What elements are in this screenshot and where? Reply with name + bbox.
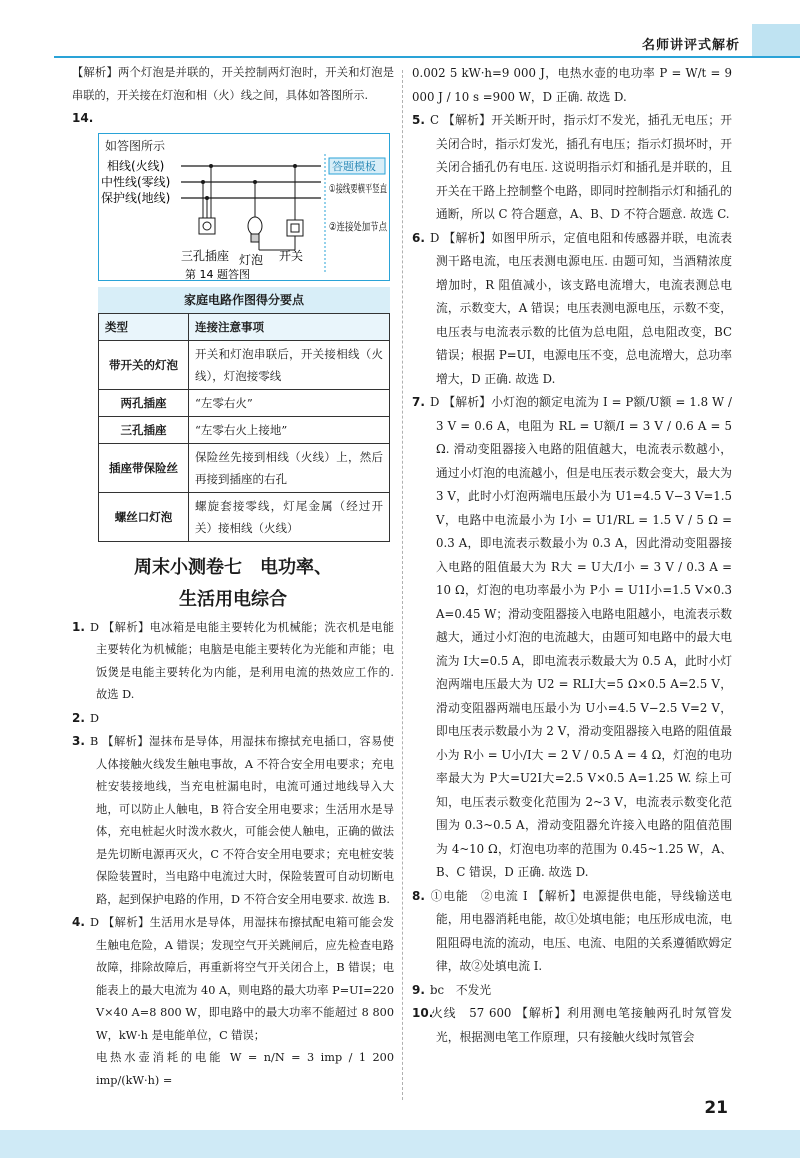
- table-cell-notes: “左零右火”: [189, 389, 390, 416]
- table-cell-type: 带开关的灯泡: [99, 340, 189, 389]
- circuit-diagram: [98, 133, 412, 281]
- header-title: 名师讲评式解析: [641, 38, 740, 53]
- page-number: 21: [704, 1098, 728, 1118]
- label-ground-line: 保护线(地线): [101, 190, 171, 205]
- label-socket: 三孔插座: [181, 248, 230, 263]
- table-row: [99, 492, 390, 541]
- table-cell-type: 三孔插座: [99, 416, 189, 443]
- bulb-icon: [248, 217, 262, 235]
- table-cell-type: 两孔插座: [99, 389, 189, 416]
- answer-6: 6. D 【解析】如图甲所示，定值电阻和传感器并联，电流表测干路电流，电压表测电源电压. 由题可知，当酒精浓度增加时，R 阻值减小，该支路电流增大，电流表测总电流，示数变大，A 错误；电压表测电源电压，示数不变，电压表与电流表示数的比值为总电阻，总电阻改变，BC 错误；根据 P=UI，电源电压不变，总电流增大，总功率增大，D 正确. 故选 D.: [412, 230, 732, 386]
- footer-band: [0, 1130, 800, 1158]
- table-cell-type: 插座带保险丝: [99, 443, 189, 492]
- socket-icon: [199, 218, 215, 234]
- label-bulb: 灯泡: [239, 252, 264, 267]
- table-cell-notes: “左零右火上接地”: [189, 416, 390, 443]
- answer-10: 10.火线 57 600 【解析】利用测电笔接触两孔时氖管发光，根据测电笔工作原理，只有接触火线时氖管会: [412, 1006, 732, 1044]
- header-tab: [752, 24, 800, 58]
- column-divider: [402, 70, 403, 1100]
- table-row: [99, 416, 390, 443]
- right-column: [412, 62, 732, 1049]
- table-row: [99, 389, 390, 416]
- label-switch: 开关: [279, 248, 304, 263]
- table-cell-type: 螺丝口灯泡: [99, 492, 189, 541]
- answer-5: 5. C 【解析】开关断开时，指示灯不发光，插孔无电压；开关闭合时，指示灯发光，插孔有电压；指示灯损坏时，开关闭合插孔仍有电压. 这说明指示灯和插孔是并联的，且开关在干路上控制整个电路，即同时控制指示灯和插孔的通断，所以 C 符合题意，A、B、D 不符合题意. 故选 C.: [412, 113, 732, 221]
- template-title: 答题模板: [332, 159, 376, 173]
- table-cell-notes: 开关和灯泡串联后，开关接相线（火线），灯泡接零线: [189, 340, 390, 389]
- template-item-2: ②连接处加节点: [329, 220, 402, 233]
- figure-caption: 第 14 题答图: [185, 267, 250, 281]
- section-title-line-1: 周末小测卷七 电功率、: [134, 556, 332, 578]
- q13-analysis: 【解析】两个灯泡是并联的，开关控制两灯泡时，开关和灯泡是串联的，开关接在灯泡和相（火）线之间，具体如答图所示.: [72, 66, 394, 102]
- left-column: [72, 62, 412, 1092]
- answer-2: 2. D: [72, 710, 100, 725]
- answer-1: 1. D 【解析】电冰箱是电能主要转化为机械能；洗衣机是电能主要转化为机械能；电脑是电能主要转化为光能和声能；电饭煲是电能主要转化为内能，是利用电流的热效应工作的. 故选 D.: [72, 619, 394, 701]
- header-rule: [54, 56, 800, 58]
- table-header-notes: 连接注意事项: [189, 313, 390, 340]
- table-cell-notes: 螺旋套接零线，灯尾金属（经过开关）接相线（火线）: [189, 492, 390, 541]
- table-row: [99, 340, 390, 389]
- table-row: [99, 443, 390, 492]
- label-fire-line: 相线(火线): [107, 158, 165, 173]
- answer-4-tail: 电热水壶消耗的电能 W = n/N = 3 imp / 1 200 imp/(kW·h) =: [96, 1051, 394, 1087]
- answer-4-continued: 0.002 5 kW·h=9 000 J，电热水壶的电功率 P = W/t = 9 000 J / 10 s =900 W，D 正确. 故选 D.: [412, 66, 732, 104]
- scoring-table: [98, 313, 390, 542]
- q14-number: 14.: [72, 111, 94, 125]
- table-cell-notes: 保险丝先接到相线（火线）上，然后再接到插座的右孔: [189, 443, 390, 492]
- table-header-type: 类型: [99, 313, 189, 340]
- label-zero-line: 中性线(零线): [101, 174, 171, 189]
- answer-8: 8. ①电能 ②电流 I 【解析】电源提供电能，导线输送电能，用电器消耗电能，故①处填电能；电压形成电流，电阻阻碍电流的流动，电压、电流、电阻的关系遵循欧姆定律，故②处填电流 I.: [412, 888, 732, 973]
- answer-9: 9. bc 不发光: [412, 982, 492, 997]
- answer-3: 3. B 【解析】湿抹布是导体，用湿抹布擦拭充电插口，容易使人体接触火线发生触电事故，A 不符合安全用电要求；充电桩安装接地线，当充电桩漏电时，电流可通过地线导入大地，可以防止人触电，B 符合安全用电要求；生活用水是导体，充电桩起火时泼水救火，可能会使人触电，正确的做法是先切断电源再灭火，C 不符合安全用电要求；充电桩安装保险装置时，当电路中电流过大时，保险装置可自动切断电路，起到保护电路的作用，D 不符合安全用电要求. 故选 B.: [72, 734, 394, 906]
- template-item-1: ①接线要横平竖直: [329, 182, 412, 195]
- circuit-diagram-svg: [99, 134, 412, 282]
- answer-4: 4. D 【解析】生活用水是导体，用湿抹布擦拭配电箱可能会发生触电危险，A 错误；发现空气开关跳闸后，应先检查电路故障，排除故障后，再重新将空气开关闭合上，B 错误；电能表上的最大电流为 40 A，则电路的最大功率 P=UI=220 V×40 A=8 800 W，即电路中的最大功率不能超过 8 800 W，kW·h 是电能单位，C 错误；: [72, 915, 394, 1042]
- table-title: 家庭电路作图得分要点: [98, 287, 390, 313]
- diagram-caption-top: 如答图所示: [105, 138, 166, 153]
- section-title-line-2: 生活用电综合: [179, 588, 287, 610]
- answer-7: 7. D 【解析】小灯泡的额定电流为 I = P额/U额 = 1.8 W / 3 V = 0.6 A，电阻为 RL = U额/I = 3 V / 0.6 A = 5 Ω. 滑动变阻器接入电路的阻值越大，电流表示数越小，通过小灯泡的电流越小，但是电压表示数会变大，最大为 3 V，此时小灯泡两端电压最小为 U1=4.5 V−3 V=1.5 V，电路中电流最小为 I小 = U1/RL = 1.5 V / 5 Ω = 0.3 A，即电流表示数最小为 0.3 A，因此滑动变阻器接入电路的阻值最大为 R大 = U大/I小 = 3 V / 0.3 A = 10 Ω，灯泡的电功率最小为 P小 = U1I小=1.5 V×0.3 A=0.45 W；滑动变阻器接入电路电阻越小，电流表示数越大，通过小灯泡的电流越大，由题可知电路中的最大电流为 I大=0.5 A，即电流表示数最大为 0.5 A，此时小灯泡两端电压最大为 U2 = RLI大=5 Ω×0.5 A=2.5 V，滑动变阻器两端电压最小为 U小=4.5 V−2.5 V=2 V，即电压表示数最小为 2 V，滑动变阻器接入电路的阻值最小为 R小 = U小/I大 = 2 V / 0.5 A = 4 Ω，灯泡的电功率最大为 P大=U2I大=2.5 V×0.5 A=1.25 W. 综上可知，电压表示数变化范围为 2~3 V，电流表示数变化范围为 0.3~0.5 A，滑动变阻器允许接入电路的阻值范围为 4~10 Ω，灯泡电功率的范围为 0.45~1.25 W，A、B、C 错误，D 正确. 故选 D.: [412, 395, 732, 879]
